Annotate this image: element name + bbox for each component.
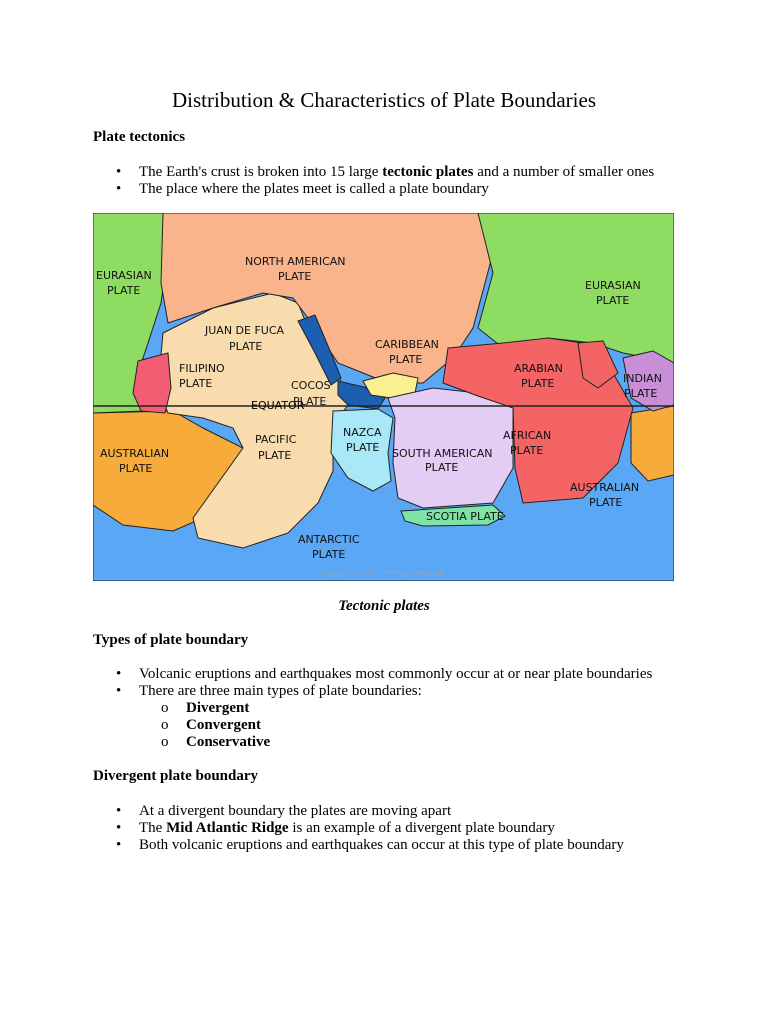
list-item: • The place where the plates meet is called a plate boundary [93,181,654,198]
australian-plate-east [631,406,674,481]
map-label: FILIPINO [179,362,225,375]
sub-item-divergent: o Divergent [139,700,652,717]
list-item: • At a divergent boundary the plates are moving apart [93,803,624,820]
map-label: PLATE [179,377,213,390]
map-label: PLATE [312,548,346,561]
map-label: AFRICAN [503,429,552,442]
list-text: There are three main types of plate boundaries: [139,683,422,699]
page-title: Distribution & Characteristics of Plate Boundaries [172,88,596,112]
list-text: and a number of smaller ones [473,164,655,180]
map-label: PLATE [258,449,292,462]
map-label: JUAN DE FUCA [205,324,285,337]
map-label: NORTH AMERICAN [245,255,346,268]
map-label: PLATE [624,387,658,400]
map-label: PLATE [521,377,555,390]
sub-item-conservative: o Conservative [139,734,652,751]
map-label: EURASIAN [96,269,152,282]
map-label: PLATE [589,496,623,509]
list-item [93,820,624,837]
copyright-text: Copyright © 2013 — All Rights Reserved [321,570,444,577]
map-label: AUSTRALIAN [100,447,170,460]
list-text-bold: tectonic plates [382,164,474,180]
tectonic-plates-map [93,213,674,581]
list-text: The [139,820,167,836]
heading-divergent: Divergent plate boundary [93,768,258,784]
types-list [93,666,652,751]
map-label: PLATE [596,294,630,307]
list-item [93,683,652,751]
map-label: CARIBBEAN [375,338,439,351]
list-text: The Earth's crust is broken into 15 large [139,164,383,180]
map-label: EURASIAN [585,279,641,292]
map-label: SCOTIA PLATE [426,510,504,523]
map-label: PLATE [119,462,153,475]
sub-item-convergent: o Convergent [139,717,652,734]
map-label: NAZCA [343,426,382,439]
map-label: PACIFIC [255,433,297,446]
eurasian-plate-east [478,213,674,363]
list-text-bold: Mid Atlantic Ridge [166,820,289,836]
map-label: PLATE [389,353,423,366]
map-label: COCOS [291,379,331,392]
list-item: • Both volcanic eruptions and earthquakes can occur at this type of plate boundary [93,837,624,854]
map-label: SOUTH AMERICAN [392,447,493,460]
figure-caption: Tectonic plates [338,598,430,614]
map-label: INDIAN [623,372,662,385]
map-label: PLATE [346,441,380,454]
list-text: is an example of a divergent plate boundary [288,820,555,836]
divergent-list [93,803,624,854]
filipino-plate [133,353,171,413]
map-label: PLATE [107,284,141,297]
list-item [93,164,654,181]
heading-types: Types of plate boundary [93,632,249,648]
plate-tectonics-list [93,164,654,198]
map-label: PLATE [293,395,327,408]
list-item: • Volcanic eruptions and earthquakes most commonly occur at or near plate boundaries [93,666,652,683]
map-label: AUSTRALIAN [570,481,640,494]
map-label: PLATE [425,461,459,474]
equator-label: EQUATOR [251,399,305,412]
boundary-types-sublist [139,700,652,751]
map-label: PLATE [278,270,312,283]
heading-plate-tectonics: Plate tectonics [93,129,186,145]
map-label: ANTARCTIC [298,533,360,546]
map-label: PLATE [229,340,263,353]
map-label: ARABIAN [514,362,563,375]
map-label: PLATE [510,444,544,457]
